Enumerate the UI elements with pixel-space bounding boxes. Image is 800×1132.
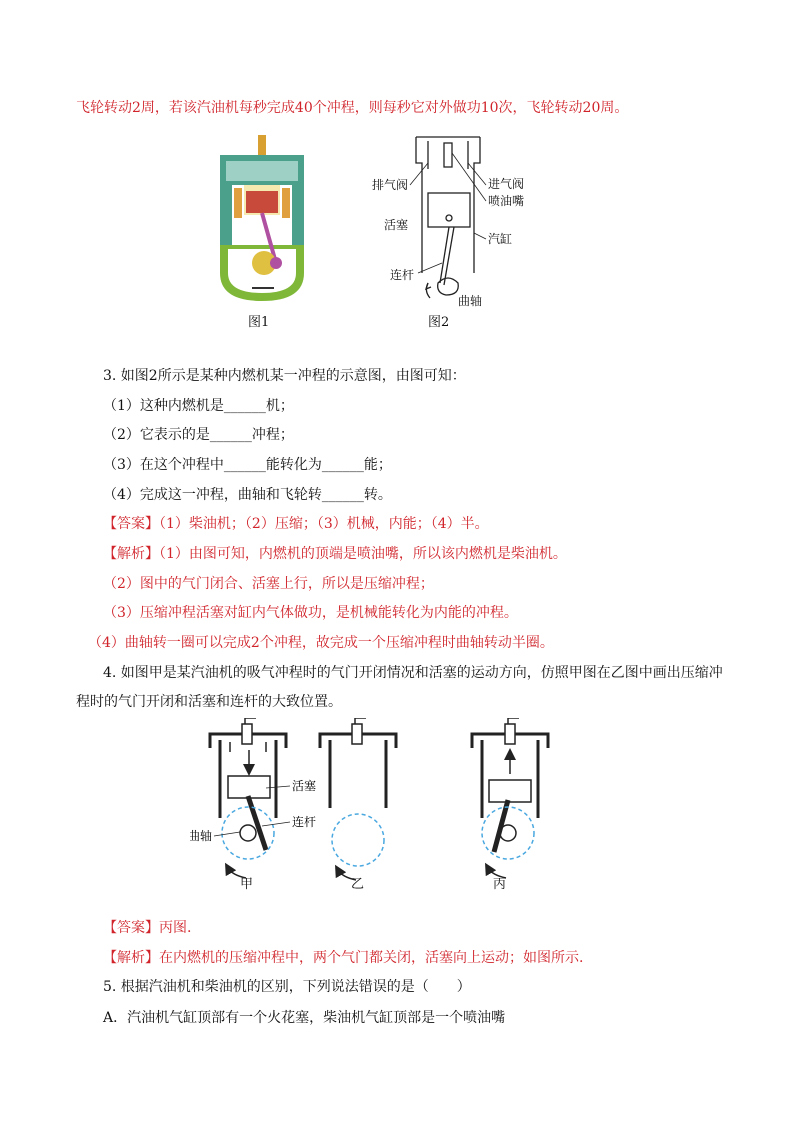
q5-stem: 5. 根据汽油机和柴油机的区别，下列说法错误的是（ ） <box>103 979 471 995</box>
caption-bing: 丙 <box>493 877 507 892</box>
label-cylinder: 汽缸 <box>488 232 513 246</box>
label-rod-jia: 连杆 <box>292 815 317 829</box>
q3-part4: （4）完成这一冲程，曲轴和飞轮转______转。 <box>103 487 392 503</box>
q3-answer: 【答案】（1）柴油机；（2）压缩；（3）机械，内能；（4）半。 <box>103 516 489 532</box>
q4-figures <box>190 718 590 893</box>
engine-jia <box>210 718 290 878</box>
figure-1-engine-cutaway <box>212 133 312 303</box>
label-connecting-rod: 连杆 <box>390 268 415 282</box>
q4-stem-line1: 4. 如图甲是某汽油机的吸气冲程时的气门开闭情况和活塞的运动方向，仿照甲图在乙图中画出压缩冲 <box>103 665 723 681</box>
caption-yi: 乙 <box>351 877 365 892</box>
q4-analysis: 【解析】在内燃机的压缩冲程中，两个气门都关闭，活塞向上运动；如图所示. <box>103 950 584 966</box>
figure-2-caption: 图2 <box>428 315 450 330</box>
q3-part2: （2）它表示的是______冲程； <box>103 427 294 443</box>
figure-1-caption: 图1 <box>248 315 270 330</box>
label-piston-jia: 活塞 <box>292 779 317 793</box>
q4-answer: 【答案】丙图. <box>103 920 192 936</box>
label-crankshaft: 曲轴 <box>458 294 483 308</box>
q3-analysis-4: （4）曲轴转一圈可以完成2个冲程，故完成一个压缩冲程时曲轴转动半圈。 <box>88 635 554 651</box>
q5-option-a: A．汽油机气缸顶部有一个火花塞，柴油机气缸顶部是一个喷油嘴 <box>103 1010 506 1026</box>
label-piston: 活塞 <box>384 218 409 232</box>
label-crank-jia: 曲轴 <box>190 829 213 843</box>
q3-stem: 3. 如图2所示是某种内燃机某一冲程的示意图，由图可知： <box>103 368 466 384</box>
label-exhaust-valve: 排气阀 <box>372 178 409 192</box>
q3-part3: （3）在这个冲程中______能转化为______能； <box>103 457 392 473</box>
q3-part1: （1）这种内燃机是______机； <box>103 398 294 414</box>
q4-stem-line2: 程时的气门开闭和活塞和连杆的大致位置。 <box>76 694 342 710</box>
engine-yi <box>320 718 396 880</box>
caption-jia: 甲 <box>240 877 254 892</box>
label-injector: 喷油嘴 <box>488 194 525 208</box>
figure-2-diesel-diagram <box>370 133 550 308</box>
engine-bing <box>472 718 548 878</box>
answer-continuation: 飞轮转动2周，若该汽油机每秒完成40个冲程，则每秒它对外做功10次，飞轮转动20周。 <box>76 100 629 116</box>
q3-analysis-2: （2）图中的气门闭合、活塞上行，所以是压缩冲程； <box>103 576 434 592</box>
label-intake-valve: 进气阀 <box>488 177 525 191</box>
q3-analysis-3: （3）压缩冲程活塞对缸内气体做功，是机械能转化为内能的冲程。 <box>103 605 518 621</box>
q3-analysis-1: 【解析】（1）由图可知，内燃机的顶端是喷油嘴，所以该内燃机是柴油机。 <box>103 546 567 562</box>
